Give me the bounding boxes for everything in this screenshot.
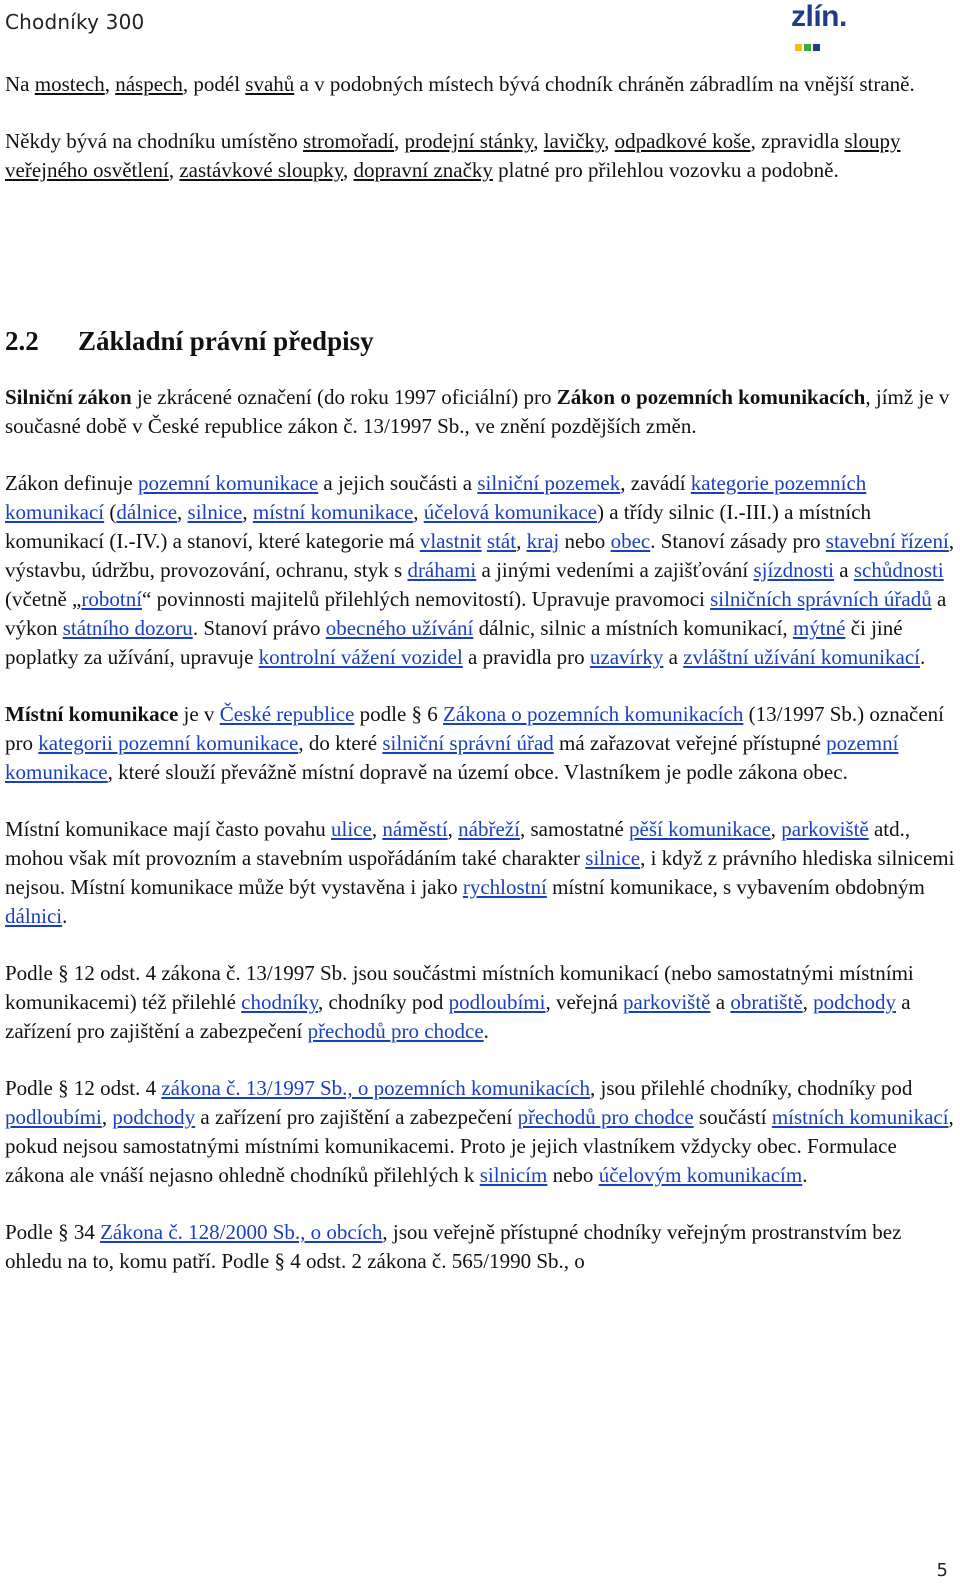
link-prodejni-stanky[interactable]: prodejní stánky [404,129,534,153]
link-parkoviste-2[interactable]: parkoviště [623,990,711,1014]
link-chodniky[interactable]: chodníky [241,990,318,1014]
link-rychlostni[interactable]: rychlostní [462,875,547,899]
paragraph-obce: Podle § 34 Zákona č. 128/2000 Sb., o obcích, jsou veřejně přístupné chodníky veřejným prostranstvím bez ohledu na to, komu patří. Podle § 4 odst. 2 zákona č. 565/1990 Sb., o [5,1220,902,1273]
section-heading [5,325,955,357]
logo-color-bar [795,38,822,56]
link-podloubimi[interactable]: podloubími [448,990,546,1014]
paragraph-mistni-komunikace: Místní komunikace je v České republice podle § 6 Zákona o pozemních komunikacích (13/1997 Sb.) označení pro kategorii pozemní komunikace, do které silniční správní úřad má zařazovat veřejné přístupné pozemní komunikace, které slouží převážně místní dopravě na území obce. Vlastníkem je podle zákona obec. [5,702,944,784]
link-ucelova-komunikace[interactable]: účelová komunikace [423,500,597,524]
paragraph-soucasti: Podle § 12 odst. 4 zákona č. 13/1997 Sb. jsou součástmi místních komunikací (nebo samostatnými místními komunikacemi) též přilehlé chodníky, chodníky pod podloubími, veřejná parkoviště a obratiště, podchody a zařízení pro zajištění a zabezpečení přechodů pro chodce. [5,961,914,1043]
link-pozemni-komunikace-2[interactable]: pozemní komunikace [5,731,899,784]
link-silnicni-spravni-urad[interactable]: silniční správní úřad [382,731,554,755]
link-statniho-dozoru[interactable]: státního dozoru [62,616,193,640]
paragraph-silnicni-zakon: Silniční zákon je zkrácené označení (do roku 1997 oficiální) pro Zákon o pozemních komunikacích, jímž je v současné době v České republice zákon č. 13/1997 Sb., ve znění pozdějších změn. [5,385,950,438]
link-kraj[interactable]: kraj [526,529,560,553]
link-podchody[interactable]: podchody [813,990,896,1014]
link-parkoviste[interactable]: parkoviště [781,817,869,841]
link-prechodu-pro-chodce[interactable]: přechodů pro chodce [307,1019,484,1043]
link-zakona-o-pozemnich-komunikacich[interactable]: Zákona o pozemních komunikacích [443,702,744,726]
link-namesti[interactable]: náměstí [382,817,448,841]
logo-text: zlín. [791,0,847,33]
link-podloubimi-2[interactable]: podloubími [5,1105,102,1129]
link-obratiste[interactable]: obratiště [730,990,803,1014]
link-dalnici[interactable]: dálnici [5,904,63,928]
link-zakona-13-1997[interactable]: zákona č. 13/1997 Sb., o pozemních komunikacích [161,1076,590,1100]
paragraph-vlastnik: Podle § 12 odst. 4 zákona č. 13/1997 Sb., o pozemních komunikacích, jsou přilehlé chodníky, chodníky pod podloubími, podchody a zařízení pro zajištění a zabezpečení přechodů pro chodce součástí místních komunikací, pokud nejsou samostatnými místními komunikacemi. Proto je jejich vlastníkem vždycky obec. Formulace zákona ale vnáší nejasno ohledně chodníků přilehlých k silnicím nebo účelovým komunikacím. [5,1076,954,1187]
logo-dot-green [804,44,811,51]
link-prechodu-pro-chodce-2[interactable]: přechodů pro chodce [517,1105,694,1129]
link-silnicim[interactable]: silnicím [479,1163,548,1187]
link-naspech[interactable]: náspech [115,72,183,96]
link-sjizdnosti[interactable]: sjízdnosti [753,558,835,582]
section-number: 2.2 [5,326,39,356]
link-drahami[interactable]: dráhami [407,558,477,582]
link-ucelovym-komunikacim[interactable]: účelovým komunikacím [598,1163,803,1187]
link-dopravni-znacky[interactable]: dopravní značky [353,158,493,182]
zlin-logo [791,0,861,46]
link-silnice-2[interactable]: silnice [585,846,641,870]
link-stavebni-rizeni[interactable]: stavební řízení [825,529,949,553]
link-ulice[interactable]: ulice [331,817,372,841]
link-stat[interactable]: stát [486,529,517,553]
paragraph-zakon-definuje: Zákon definuje pozemní komunikace a jejich součásti a silniční pozemek, zavádí kategorie pozemních komunikací (dálnice, silnice, místní komunikace, účelová komunikace) a třídy silnic (I.-III.) a místních komunikací (I.-IV.) a stanoví, které kategorie má vlastnit stát, kraj nebo obec. Stanoví zásady pro stavební řízení, výstavbu, údržbu, provozování, ochranu, styk s dráhami a jinými vedeními a zajišťování sjízdnosti a schůdnosti (včetně „robotní“ povinnosti majitelů přilehlých nemovitostí). Upravuje pravomoci silničních správních úřadů a výkon státního dozoru. Stanoví právo obecného užívání dálnic, silnic a místních komunikací, mýtné či jiné poplatky za užívání, upravuje kontrolní vážení vozidel a pravidla pro uzavírky a zvláštní užívání komunikací. [5,471,955,669]
link-schudnosti[interactable]: schůdnosti [853,558,944,582]
link-kategorie-pozemnich-komunikaci[interactable]: kategorie pozemních komunikací [5,471,867,524]
link-svahu[interactable]: svahů [245,72,295,96]
paragraph-povaha: Místní komunikace mají často povahu ulice, náměstí, nábřeží, samostatné pěší komunikace, parkoviště atd., mohou však mít provozním a stavebním uspořádáním také charakter silnice, i když z právního hlediska silnicemi nejsou. Místní komunikace může být vystavěna i jako rychlostní místní komunikace, s vybavením obdobným dálnici. [5,817,955,928]
link-kontrolni-vazeni-vozidel[interactable]: kontrolní vážení vozidel [258,645,463,669]
link-stromoradi[interactable]: stromořadí [303,129,395,153]
link-zakona-128-2000[interactable]: Zákona č. 128/2000 Sb., o obcích [100,1220,383,1244]
link-mistnich-komunikaci[interactable]: místních komunikací [771,1105,949,1129]
link-mistni-komunikace[interactable]: místní komunikace [252,500,414,524]
link-mytne[interactable]: mýtné [792,616,846,640]
link-obec[interactable]: obec [610,529,651,553]
link-pesi-komunikace[interactable]: pěší komunikace [629,817,771,841]
link-zvlastni-uzivani-komunikaci[interactable]: zvláštní užívání komunikací [683,645,920,669]
link-odpadkove-kose[interactable]: odpadkové koše [614,129,751,153]
link-verejneho-osvetleni[interactable]: veřejného osvětlení [5,158,169,182]
link-sloupy[interactable]: sloupy [844,129,901,153]
link-vlastnit[interactable]: vlastnit [419,529,482,553]
logo-dot-yellow [795,44,802,51]
spacer [5,213,955,325]
link-lavicky[interactable]: lavičky [543,129,605,153]
link-silnicnich-spravnich-uradu[interactable]: silničních správních úřadů [710,587,932,611]
link-ceske-republice[interactable]: České republice [219,702,355,726]
header-title: Chodníky 300 [5,10,145,34]
link-silnicni-pozemek[interactable]: silniční pozemek [477,471,621,495]
link-obecneho-uzivani[interactable]: obecného užívání [325,616,474,640]
link-zastavkove-sloupky[interactable]: zastávkové sloupky [179,158,344,182]
link-pozemni-komunikace[interactable]: pozemní komunikace [137,471,319,495]
link-podchody-2[interactable]: podchody [112,1105,196,1129]
section-title: Základní právní předpisy [78,326,374,356]
page-number: 5 [936,1560,948,1581]
paragraph-furniture: Někdy bývá na chodníku umístěno stromořadí, prodejní stánky, lavičky, odpadkové koše, zpravidla sloupy veřejného osvětlení, zastávkové sloupky, dopravní značky platné pro přilehlou vozovku a podobně. [5,129,901,182]
paragraph-bridges: Na mostech, náspech, podél svahů a v podobných místech bývá chodník chráněn zábradlím na vnější straně. [5,72,915,96]
link-nabrezi[interactable]: nábřeží [458,817,520,841]
link-mostech[interactable]: mostech [34,72,105,96]
link-kategorii-pozemni-komunikace[interactable]: kategorii pozemní komunikace [38,731,299,755]
logo-dot-blue [813,44,820,51]
document-content [5,70,955,1304]
link-dalnice[interactable]: dálnice [116,500,178,524]
link-uzavirky[interactable]: uzavírky [589,645,664,669]
link-robotni[interactable]: robotní [81,587,143,611]
link-silnice[interactable]: silnice [187,500,243,524]
